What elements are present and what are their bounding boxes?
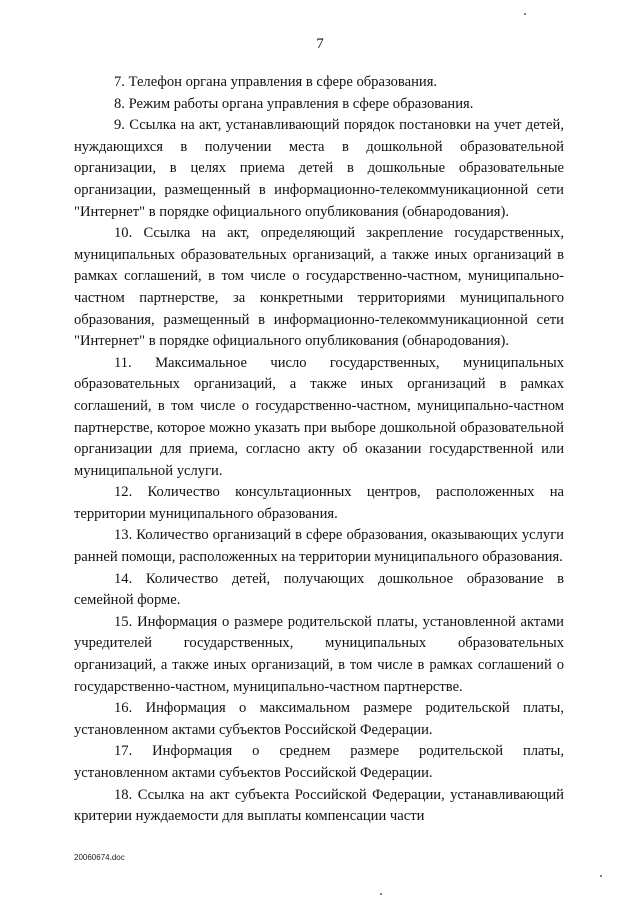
paragraph-15: 15. Информация о размере родительской платы, установленной актами учредителей государственных, муниципальных образовательных организаций, а также иных организаций, в том числе в рамках соглашений о государственно-частном, муниципально-частном партнерстве. bbox=[74, 613, 564, 695]
paragraph-10: 10. Ссылка на акт, определяющий закрепление государственных, муниципальных образовательных организаций, а также иных организаций в рамках соглашений, в том числе о государственно-частном, муниципально-частном партнерстве, за конкретными территориями муниципального образования, размещенный в информационно-телекоммуникационной сети "Интернет" в порядке официального опубликования (обнародования). bbox=[74, 225, 564, 350]
paragraph-16: 16. Информация о максимальном размере родительской платы, установленном актами субъектов Российской Федерации. bbox=[74, 700, 564, 738]
scan-speck bbox=[524, 13, 526, 15]
paragraph-14: 14. Количество детей, получающих дошкольное образование в семейной форме. bbox=[74, 570, 564, 609]
paragraph-11: 11. Максимальное число государственных, муниципальных образовательных организаций, а также иных организаций в рамках соглашений, в том числе о государственно-частном, муниципально-частном партнерстве, которое можно указать при выборе дошкольной образовательной организации для приема, согласно акту об оказании государственной или муниципальной услуги. bbox=[74, 354, 564, 479]
paragraph-17: 17. Информация о среднем размере родительской платы, установленном актами субъектов Российской Федерации. bbox=[74, 743, 564, 781]
paragraph-18: 18. Ссылка на акт субъекта Российской Федерации, устанавливающий критерии нуждаемости для выплаты компенсации части bbox=[74, 786, 564, 825]
page-number: 7 bbox=[316, 36, 324, 52]
paragraph-7: 7. Телефон органа управления в сфере образования. bbox=[114, 74, 438, 90]
paragraph-12: 12. Количество консультационных центров, расположенных на территории муниципального образования. bbox=[74, 484, 564, 522]
document-body bbox=[74, 72, 564, 828]
scan-speck bbox=[600, 875, 602, 877]
paragraph-9: 9. Ссылка на акт, устанавливающий порядок постановки на учет детей, нуждающихся в получении места в дошкольной образовательной организации, в целях приема детей в дошкольные образовательные организации, размещенный в информационно-телекоммуникационной сети "Интернет" в порядке официального опубликования (обнародования). bbox=[74, 117, 564, 220]
scan-speck bbox=[380, 893, 382, 895]
paragraph-13: 13. Количество организаций в сфере образования, оказывающих услуги ранней помощи, расположенных на территории муниципального образования. bbox=[74, 527, 564, 566]
paragraph-8: 8. Режим работы органа управления в сфере образования. bbox=[114, 95, 474, 112]
document-filename: 20060674.doc bbox=[74, 853, 125, 862]
